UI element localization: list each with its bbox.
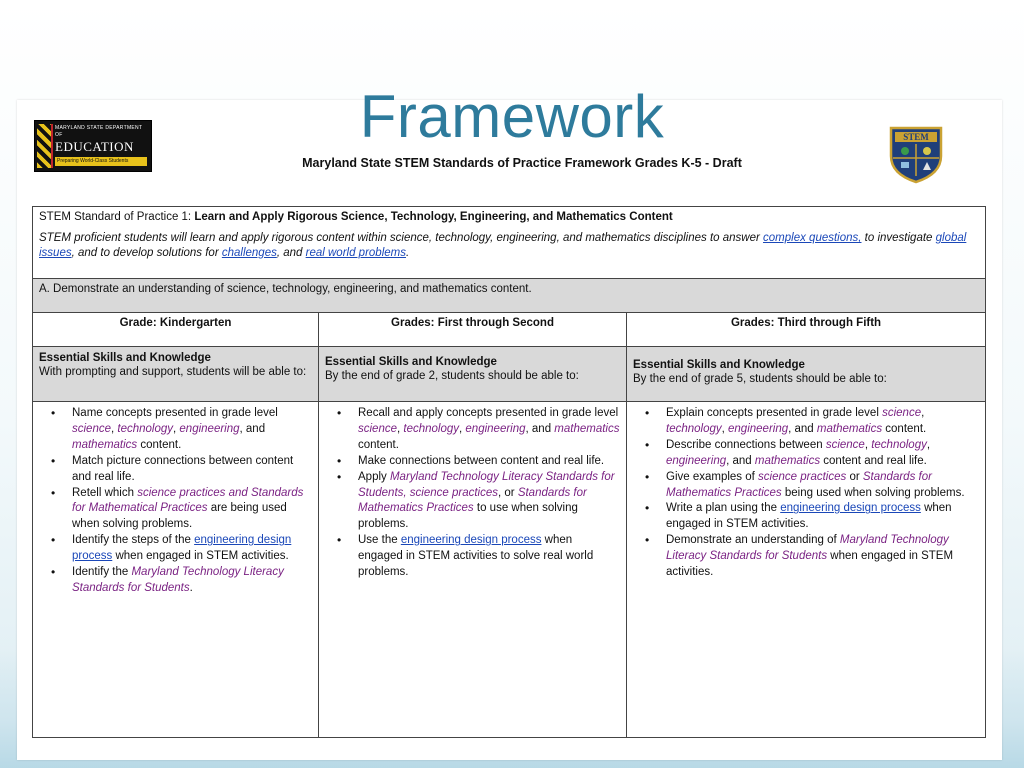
text: Identify the steps of the [72, 534, 195, 547]
term-science: science [72, 422, 111, 435]
term-science: science [882, 407, 922, 419]
text: Write a plan using the [666, 502, 781, 515]
term-mathematics: mathematics [754, 454, 821, 467]
esk-heading: Essential Skills and Knowledge [39, 352, 211, 364]
list-item [39, 533, 312, 565]
kindergarten-list-cell [33, 402, 319, 738]
term-literacy-standards: Maryland Technology Literacy Standards for Students, science practices [358, 470, 615, 499]
list-item [633, 501, 979, 533]
list-item [39, 486, 312, 534]
essential-skills-row [33, 347, 986, 402]
esk-heading: Essential Skills and Knowledge [633, 359, 805, 371]
text: , [111, 422, 118, 435]
term-science-practices: science practices [758, 470, 847, 483]
list-item [39, 406, 312, 454]
text: being used when solving problems. [781, 486, 965, 499]
list-item [39, 565, 312, 597]
desc-text: to investigate [861, 232, 936, 244]
desc-text: . [405, 247, 410, 259]
document-heading: Maryland State STEM Standards of Practice Framework Grades K-5 - Draft [302, 156, 742, 170]
text: . [189, 581, 193, 594]
text: Retell which [72, 486, 138, 499]
objective-row [33, 279, 986, 313]
text: , and [525, 422, 555, 435]
term-technology: technology [117, 422, 174, 435]
framework-table [32, 206, 986, 738]
esk-text: By the end of grade 5, students should be able to: [633, 373, 887, 385]
text: when engaged in STEM activities. [666, 502, 952, 531]
text: Name concepts presented in grade level [72, 407, 278, 419]
desc-text: , and [276, 247, 306, 259]
real-world-problems-link[interactable]: real world problems [305, 247, 406, 259]
text: Demonstrate an understanding of [666, 534, 840, 547]
term-technology: technology [666, 422, 722, 435]
esk-third-fifth [627, 347, 986, 402]
text: , or [498, 486, 518, 499]
grade-third-fifth-header: Grades: Third through Fifth [627, 313, 986, 347]
term-mathematics: mathematics [554, 422, 620, 435]
text: , [926, 438, 931, 451]
standard-name: Learn and Apply Rigorous Science, Technology, Engineering, and Mathematics Content [194, 211, 673, 223]
text: , [864, 438, 872, 451]
engineering-design-process-link[interactable]: engineering design process [72, 534, 292, 563]
text: content. [358, 438, 399, 451]
text: when engaged in STEM activities to solve real world problems. [358, 534, 594, 579]
text: or [846, 470, 863, 483]
challenges-link[interactable]: challenges [221, 247, 277, 259]
text: , [721, 422, 729, 435]
term-literacy-standards: Maryland Technology Literacy Standards for Students [72, 566, 284, 594]
text: when engaged in STEM activities. [112, 550, 289, 563]
text: content. [137, 438, 182, 451]
term-engineering: engineering [728, 422, 789, 435]
objective-text: A. Demonstrate an understanding of science, technology, engineering, and mathematics content. [33, 279, 986, 313]
text: content. [882, 422, 927, 435]
standard-prefix: STEM Standard of Practice 1: [39, 211, 195, 223]
desc-text: STEM proficient students will learn and apply rigorous content within science, technology, engineering, and mathematics disciplines to answer [39, 232, 764, 244]
list-item [633, 438, 979, 470]
third-fifth-list-cell [627, 402, 986, 738]
list-item: • Match picture connections between content and real life. [39, 454, 312, 486]
text: , and [239, 422, 266, 435]
grade-header-row [33, 313, 986, 347]
text: Identify the [72, 566, 132, 579]
esk-text: By the end of grade 2, students should be able to: [325, 370, 579, 382]
third-fifth-list [633, 406, 979, 581]
list-item [325, 533, 620, 581]
kindergarten-list [39, 406, 312, 597]
list-item [325, 470, 620, 534]
text: , and [726, 454, 755, 467]
term-science: science [358, 422, 397, 435]
term-literacy-standards: Maryland Technology Literacy Standards for Students [666, 534, 949, 563]
term-engineering: engineering [465, 422, 526, 435]
term-math-practices: Standards for Mathematics Practices [666, 470, 932, 499]
first-second-list [325, 406, 620, 581]
global-issues-link[interactable]: global issues [39, 232, 967, 259]
list-item [633, 533, 979, 581]
text: , and [788, 422, 817, 435]
term-math-practices: Standards for Mathematics Practices [358, 486, 587, 515]
logo-tagline: Preparing World-Class Students [55, 157, 147, 166]
text: when engaged in STEM activities. [666, 550, 954, 579]
list-item [325, 406, 620, 454]
term-technology: technology [871, 438, 927, 451]
text: Recall and apply concepts presented in grade level [358, 407, 619, 419]
engineering-design-process-link[interactable]: engineering design process [400, 534, 542, 547]
desc-text: , and to develop solutions for [71, 247, 222, 259]
engineering-design-process-link[interactable]: engineering design process [780, 502, 921, 515]
term-mathematics: mathematics [816, 422, 883, 435]
esk-text: With prompting and support, students will be able to: [39, 366, 307, 378]
list-item [633, 406, 979, 438]
crest-text: STEM [903, 132, 929, 142]
text: , [397, 422, 404, 435]
first-second-list-cell [319, 402, 627, 738]
standard-title [39, 211, 979, 223]
esk-first-second [319, 347, 627, 402]
text: are being used when solving problems. [72, 502, 287, 531]
text: , [173, 422, 180, 435]
complex-questions-link[interactable]: complex questions, [763, 232, 862, 244]
text: Apply [358, 470, 390, 483]
logo-line-2: EDUCATION [55, 139, 134, 154]
text: , [921, 407, 925, 419]
skills-list-row [33, 402, 986, 738]
list-item [633, 470, 979, 502]
text: Give examples of [666, 470, 759, 483]
list-item: • Make connections between content and real life. [325, 454, 620, 470]
slide-title: Framework [359, 83, 665, 150]
term-technology: technology [403, 422, 460, 435]
esk-kindergarten [33, 347, 319, 402]
term-engineering: engineering [666, 454, 727, 467]
standard-row [33, 207, 986, 279]
text: Describe connections between [666, 438, 826, 451]
term-practices: science practices and Standards for Mathematical Practices [72, 486, 304, 515]
text: , [459, 422, 466, 435]
grade-kindergarten-header: Grade: Kindergarten [33, 313, 319, 347]
text: Explain concepts presented in grade level [666, 407, 883, 419]
standard-cell [33, 207, 986, 279]
standard-description [39, 231, 979, 261]
term-mathematics: mathematics [72, 438, 138, 451]
term-engineering: engineering [179, 422, 240, 435]
esk-heading: Essential Skills and Knowledge [325, 356, 497, 368]
term-science: science [825, 438, 865, 451]
logo-line-1: MARYLAND STATE DEPARTMENT OF [55, 125, 143, 138]
text: Use the [358, 534, 401, 547]
text: content and real life. [820, 454, 927, 467]
grade-first-second-header: Grades: First through Second [319, 313, 627, 347]
text: to use when solving problems. [358, 502, 578, 531]
